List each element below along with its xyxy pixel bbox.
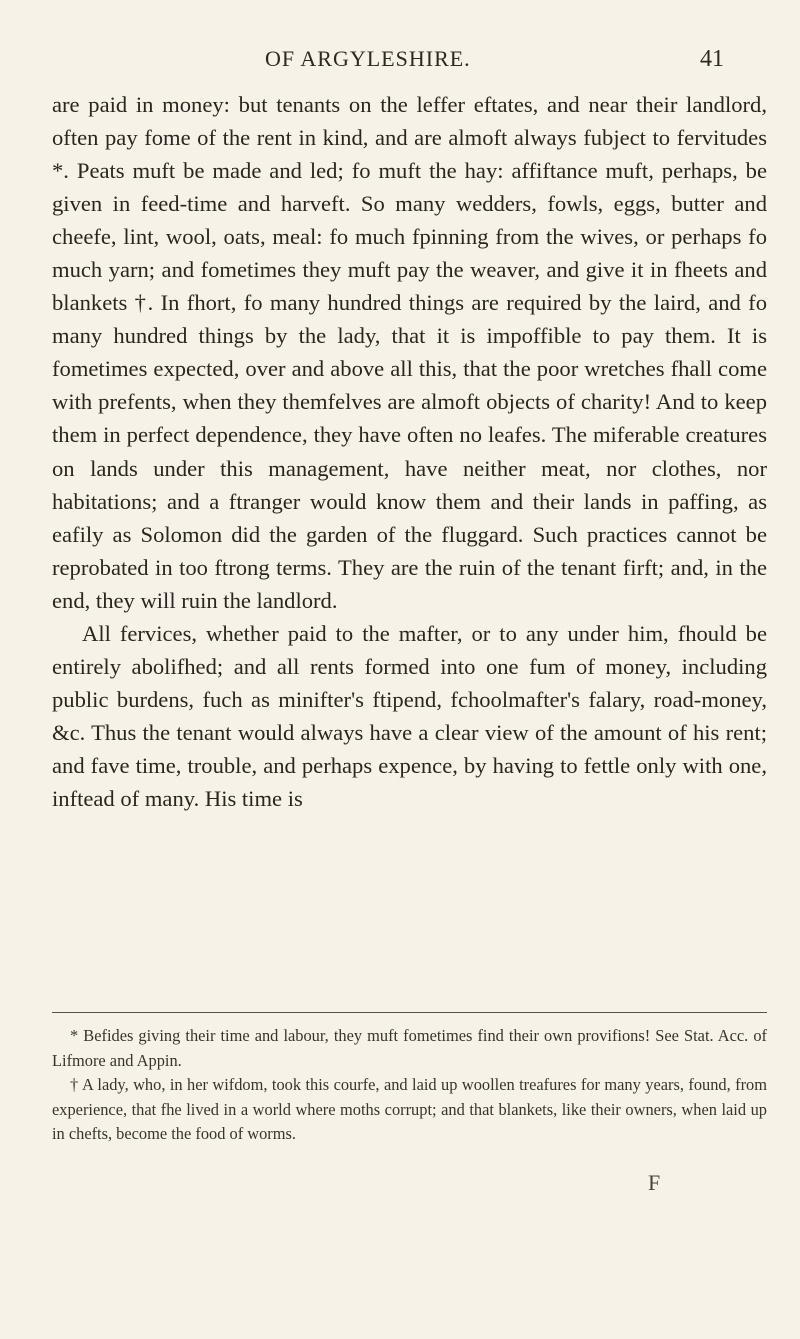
paragraph-1: are paid in money: but tenants on the leffer eftates, and near their landlord, often pay fome of the rent in kind, and are almoft always fubject to fervitudes *. Peats muft be made and led; fo muft the hay: affiftance muft, perhaps, be given in feed-time and harveft. So many wedders, fowls, eggs, butter and cheefe, lint, wool, oats, meal: fo much fpinning from the wives, or perhaps fo much yarn; and fometimes they muft pay the weaver, and give it in fheets and blankets †. In fhort, fo many hundred things are required by the laird, and fo many hundred things by the lady, that it is impoffible to pay them. It is fometimes expected, over and above all this, that the poor wretches fhall come with prefents, when they themfelves are almoft objects of charity! And to keep them in perfect dependence, they have often no leafes. The miferable creatures on lands under this management, have neither meat, nor clothes, nor habitations; and a ftranger would know them and their lands in paffing, as eafily as Solomon did the garden of the fluggard. Such practices cannot be reprobated in too ftrong terms. They are the ruin of the tenant firft; and, in the end, they will ruin the landlord. xyxy=(52,92,767,613)
footnote-divider xyxy=(52,1012,767,1013)
footnotes xyxy=(52,1024,767,1147)
main-text xyxy=(52,88,767,815)
running-head xyxy=(0,46,800,76)
paragraph-2: All fervices, whether paid to the mafter, or to any under him, fhould be entirely abolifhed; and all rents formed into one fum of money, including public burdens, fuch as minifter's ftipend, fchoolmafter's falary, road-money, &c. Thus the tenant would always have a clear view of the amount of his rent; and fave time, trouble, and perhaps expence, by having to fettle only with one, inftead of many. His time is xyxy=(52,620,767,811)
running-title: OF ARGYLESHIRE. xyxy=(265,46,471,71)
page-number: 41 xyxy=(700,46,724,72)
footnote-2: † A lady, who, in her wifdom, took this courfe, and laid up woollen treafures for many years, found, from experience, that fhe lived in a world where moths corrupt; and that blankets, like their owners, when laid up in chefts, become the food of worms. xyxy=(52,1075,767,1144)
signature-mark: F xyxy=(648,1170,661,1195)
footnote-1: * Befides giving their time and labour, they muft fometimes find their own provifions! See Stat. Acc. of Lifmore and Appin. xyxy=(52,1026,767,1070)
